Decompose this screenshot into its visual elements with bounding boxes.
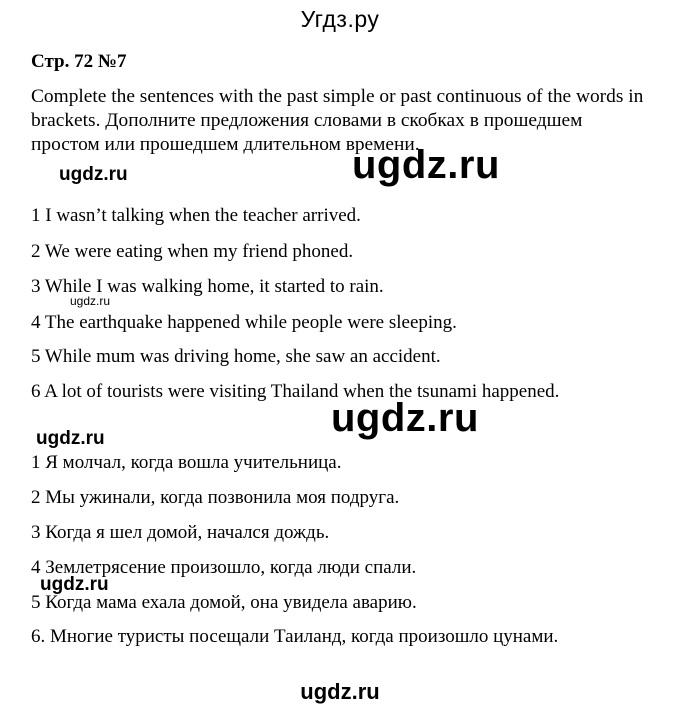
english-sentence-3: 3 While I was walking home, it started to rain. bbox=[31, 276, 384, 297]
watermark-bottom: ugdz.ru bbox=[300, 679, 380, 704]
russian-sentence-6: 6. Многие туристы посещали Таиланд, когда произошло цунами. bbox=[31, 626, 559, 647]
russian-sentence-1: 1 Я молчал, когда вошла учительница. bbox=[31, 452, 342, 473]
watermark-small-2: ugdz.ru bbox=[36, 428, 105, 449]
russian-sentence-3: 3 Когда я шел домой, начался дождь. bbox=[31, 522, 330, 543]
watermark-large-2: ugdz.ru bbox=[331, 396, 479, 440]
exercise-heading: Стр. 72 №7 bbox=[31, 51, 127, 72]
watermark-tiny: ugdz.ru bbox=[70, 294, 111, 308]
russian-sentence-4: 4 Землетрясение произошло, когда люди спали. bbox=[31, 557, 417, 578]
watermark-large: ugdz.ru bbox=[352, 143, 500, 187]
watermark-small: ugdz.ru bbox=[59, 164, 128, 185]
english-sentence-1: 1 I wasn’t talking when the teacher arrived. bbox=[31, 205, 361, 226]
english-sentence-5: 5 While mum was driving home, she saw an accident. bbox=[31, 346, 441, 367]
english-sentence-4: 4 The earthquake happened while people were sleeping. bbox=[31, 312, 457, 333]
english-sentence-2: 2 We were eating when my friend phoned. bbox=[31, 241, 354, 262]
russian-sentence-2: 2 Мы ужинали, когда позвонила моя подруга. bbox=[31, 487, 400, 508]
instructions-text: Complete the sentences with the past simple or past continuous of the words in brackets. Дополните предложения словами в скобках в прошедшем простом или прошедшем длительном времени. bbox=[31, 86, 644, 155]
watermark-small-3: ugdz.ru bbox=[40, 574, 109, 595]
site-title: Угдз.ру bbox=[300, 6, 380, 32]
russian-sentence-5: 5 Когда мама ехала домой, она увидела аварию. bbox=[31, 592, 417, 613]
english-sentence-6: 6 A lot of tourists were visiting Thailand when the tsunami happened. bbox=[31, 381, 560, 402]
